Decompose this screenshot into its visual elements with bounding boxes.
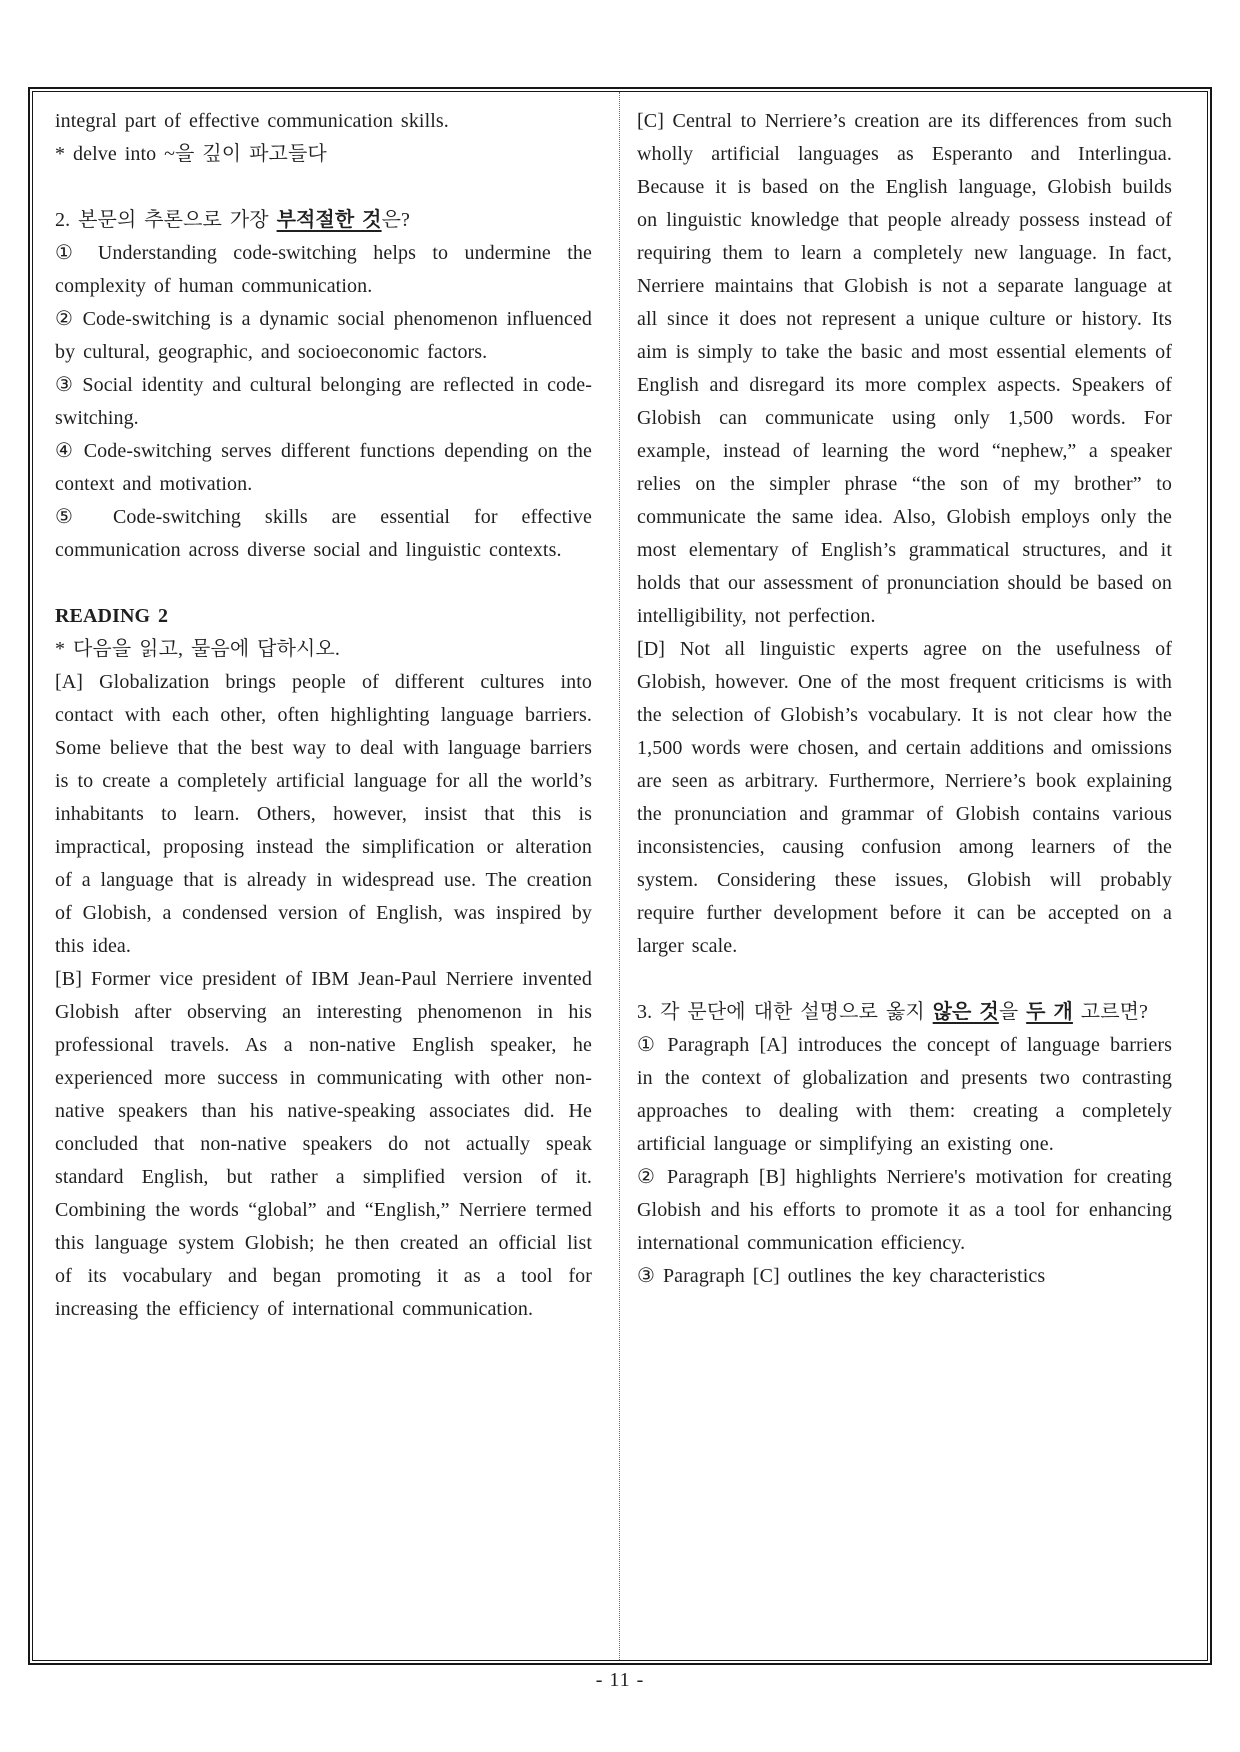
question-2-suffix: 은? [381,209,410,231]
question-2-choice-4 [55,435,592,501]
choice-text: Understanding code-switching helps to undermine the complexity of human communication. [55,242,592,297]
choice-text: Social identity and cultural belonging are reflected in code-switching. [55,374,592,429]
reading-2-title: READING 2 [55,605,169,627]
question-2-emphasis: 부적절한 것 [276,209,382,231]
blank-line [55,567,592,600]
choice-marker: ③ [55,374,74,396]
left-column [55,105,592,1326]
column-divider [619,92,620,1660]
blank-line [55,171,592,204]
right-column [637,105,1172,1326]
choice-marker: ③ [637,1265,656,1287]
paragraph-a [55,666,592,963]
question-3-choice-1 [637,1029,1172,1161]
paragraph-b [55,963,592,1326]
question-3-header [637,996,1172,1029]
question-3-emphasis-1: 않은 것 [932,1001,999,1023]
paragraph-c-text: Central to Nerriere’s creation are its differences from such wholly artificial languages as Esperanto and Interlingua. Because it is based on the English language, Globish builds on linguistic knowledge that people already possess instead of requiring them to learn a completely new language. In fact, Nerriere maintains that Globish is not a separate language at all since it does not represent a unique culture or history. Its aim is simply to take the basic and most essential elements of English and disregard its more complex aspects. Speakers of Globish can communicate using only 1,500 words. For example, instead of learning the word “nephew,” a speaker relies on the simpler phrase “the son of my brother” to communicate the same idea. Also, Globish employs only the most elementary of English’s grammatical structures, and it holds that our assessment of pronunciation should be based on intelligibility, not perfection. [637,110,1172,627]
page-frame-inner [32,91,1208,1661]
question-2-choice-5 [55,501,592,567]
choice-marker: ① [637,1034,658,1056]
choice-text: Paragraph [C] outlines the key characteristics [662,1265,1046,1287]
question-2-choice-3 [55,369,592,435]
paragraph-d [637,633,1172,963]
choice-marker: ④ [55,440,75,462]
page-frame [28,87,1212,1665]
question-2-choice-1 [55,237,592,303]
paragraph-d-label: [D] [637,638,666,660]
question-3-choice-3 [637,1260,1172,1293]
carryover-line-1: integral part of effective communication skills. [55,110,449,132]
choice-marker: ① [55,242,82,264]
choice-text: Code-switching skills are essential for effective communication across diverse social and linguistic contexts. [55,506,593,561]
page-columns [33,92,1207,1326]
reading-2-instruction: * 다음을 읽고, 물음에 답하시오. [55,638,340,660]
choice-text: Paragraph [B] highlights Nerriere's motivation for creating Globish and his efforts to promote it as a tool for enhancing international communication efficiency. [637,1166,1173,1254]
paragraph-b-text: Former vice president of IBM Jean-Paul Nerriere invented Globish after observing an interesting phenomenon in his professional travels. As a non-native English speaker, he experienced more success in communicating with other non-native speakers than his native-speaking associates did. He concluded that non-native speakers do not actually speak standard English, but rather a simplified version of it. Combining the words “global” and “English,” Nerriere termed this language system Globish; he then created an official list of its vocabulary and began promoting it as a tool for increasing the efficiency of international communication. [55,968,592,1320]
paragraph-d-text: Not all linguistic experts agree on the usefulness of Globish, however. One of the most frequent criticisms is with the selection of Globish’s vocabulary. It is not clear how the 1,500 words were chosen, and certain additions and omissions are seen as arbitrary. Furthermore, Nerriere’s book explaining the pronunciation and grammar of Globish contains various inconsistencies, causing confusion among learners of the system. Considering these issues, Globish will probably require further development before it can be accepted on a larger scale. [637,638,1173,957]
question-2-header [55,204,592,237]
question-3-choice-2 [637,1161,1172,1260]
blank-line [637,963,1172,996]
question-3-emphasis-2: 두 개 [1026,1001,1073,1023]
paragraph-c-label: [C] [637,110,664,132]
question-2-choice-2 [55,303,592,369]
question-3-mid: 을 [998,1001,1027,1023]
page-number: - 11 - [595,1669,645,1691]
choice-marker: ② [637,1166,658,1188]
paragraph-a-label: [A] [55,671,84,693]
carryover-line-2: * delve into ~을 깊이 파고들다 [55,143,327,165]
paragraph-a-text: Globalization brings people of different cultures into contact with each other, often highlighting language barriers. Some believe that the best way to deal with language barriers is to create a completely artificial language for all the world’s inhabitants to learn. Others, however, insist that this is impractical, proposing instead the simplification or alteration of a language that is already in widespread use. The creation of Globish, a condensed version of English, was inspired by this idea. [55,671,592,957]
choice-marker: ② [55,308,74,330]
question-3-suffix: 고르면? [1072,1001,1149,1023]
paragraph-c [637,105,1172,633]
choice-text: Code-switching is a dynamic social phenomenon influenced by cultural, geographic, and socioeconomic factors. [55,308,593,363]
question-2-prefix: 2. 본문의 추론으로 가장 [55,209,277,231]
choice-marker: ⑤ [55,506,90,528]
choice-text: Paragraph [A] introduces the concept of language barriers in the context of globalization and presents two contrasting approaches to dealing with them: creating a completely artificial language or simplifying an existing one. [637,1034,1173,1155]
choice-text: Code-switching serves different functions depending on the context and motivation. [55,440,592,495]
question-3-prefix: 3. 각 문단에 대한 설명으로 옳지 [637,1001,933,1023]
paragraph-b-label: [B] [55,968,82,990]
